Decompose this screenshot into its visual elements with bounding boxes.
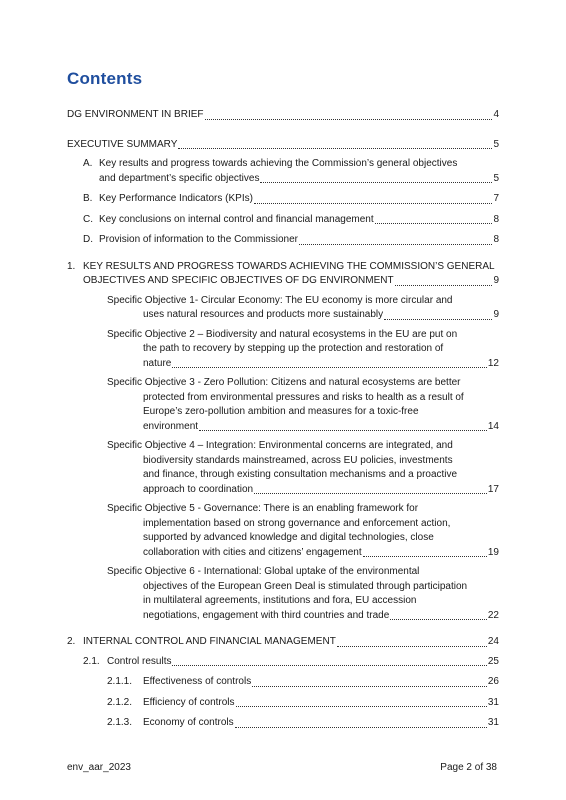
dot-leader: [254, 493, 487, 494]
toc-page-number: 31: [487, 696, 499, 708]
toc-page-number: 9: [493, 275, 499, 286]
toc-entry-d[interactable]: [67, 233, 499, 248]
toc-entry-text-line: supported by advanced knowledge and digital technologies, close: [143, 532, 434, 543]
toc-entry-number: 2.1.: [83, 655, 100, 667]
toc-entry-text-line: Europe’s zero-pollution ambition and measures for a toxic-free: [143, 406, 419, 417]
toc-entry-text-line: Specific Objective 6 - International: Global uptake of the environmental: [107, 566, 420, 577]
dot-leader: [252, 686, 487, 687]
toc-entry-section-2-1-1[interactable]: [67, 675, 499, 690]
toc-entry-section-2-1-2[interactable]: [67, 696, 499, 711]
toc-entry-number: C.: [83, 213, 93, 225]
toc-entry-specific-objective-6[interactable]: [67, 565, 499, 623]
toc-entry-specific-objective-2[interactable]: [67, 328, 499, 372]
toc-entry-text: Key Performance Indicators (KPIs): [99, 193, 253, 204]
toc-page-number: 7: [493, 193, 499, 204]
toc-entry-specific-objective-5[interactable]: [67, 502, 499, 560]
dot-leader: [384, 319, 492, 320]
toc-entry-text-line: objectives of the European Green Deal is stimulated through participation: [143, 580, 468, 592]
toc-page-number: 8: [493, 234, 499, 245]
toc-entry-number: 1.: [67, 260, 76, 272]
toc-entry-b[interactable]: [67, 192, 499, 207]
toc-entry-text: DG ENVIRONMENT IN BRIEF: [67, 109, 204, 120]
toc-entry-text-line: approach to coordination: [143, 483, 254, 495]
page-title: Contents: [67, 69, 143, 88]
toc-page-number: 9: [493, 309, 499, 320]
toc-page-number: 31: [487, 717, 499, 728]
toc-entry-a[interactable]: [67, 157, 499, 186]
toc-entry-text-line: collaboration with cities and citizens’ engagement: [143, 546, 362, 558]
toc-page-number: 8: [493, 213, 499, 225]
dot-leader: [390, 619, 487, 620]
dot-leader: [299, 244, 492, 245]
toc-page-number: 12: [487, 357, 499, 369]
dot-leader: [205, 119, 493, 120]
toc-entry-text: Key conclusions on internal control and financial management: [99, 213, 374, 225]
toc-entry-c[interactable]: [67, 213, 499, 228]
toc-page-number: 24: [487, 636, 499, 647]
dot-leader: [235, 727, 487, 728]
toc-page-number: 4: [493, 109, 499, 120]
footer-document-id: env_aar_2023: [67, 762, 131, 773]
toc-page-number: 26: [487, 676, 499, 687]
toc-entry-text: INTERNAL CONTROL AND FINANCIAL MANAGEMENT: [83, 636, 336, 647]
dot-leader: [254, 203, 492, 204]
toc-page-number: 22: [487, 609, 499, 621]
toc-entry-text: EXECUTIVE SUMMARY: [67, 138, 178, 150]
toc-entry-text: Control results: [107, 655, 172, 667]
table-of-contents: [67, 108, 499, 731]
toc-entry-executive-summary[interactable]: [67, 138, 499, 153]
dot-leader: [236, 706, 487, 707]
toc-page-number: 25: [487, 655, 499, 667]
toc-entry-text-line: nature: [143, 357, 172, 369]
toc-entry-number: B.: [83, 193, 93, 204]
toc-entry-text-line: Key results and progress towards achieving the Commission’s general objectives: [99, 158, 458, 169]
toc-entry-text-line: Specific Objective 2 – Biodiversity and natural ecosystems in the EU are put on: [107, 328, 458, 340]
dot-leader: [172, 665, 486, 666]
toc-page-number: 17: [487, 483, 499, 495]
toc-page-number: 5: [493, 172, 499, 184]
toc-entry-number: 2.1.2.: [107, 696, 133, 708]
footer-page-number: Page 2 of 38: [440, 762, 497, 773]
toc-entry-text: Provision of information to the Commissioner: [99, 234, 298, 245]
toc-entry-number: 2.: [67, 636, 76, 647]
toc-page-number: 19: [487, 546, 499, 558]
toc-entry-text-line: negotiations, engagement with third countries and trade: [143, 609, 390, 621]
toc-entry-text-line: in multilateral agreements, institutions and fora, EU accession: [143, 595, 417, 606]
toc-entry-text-line: and finance, through existing consultation mechanisms and a proactive: [143, 469, 458, 480]
toc-entry-specific-objective-4[interactable]: [67, 439, 499, 497]
toc-entry-text-line: environment: [143, 420, 199, 432]
toc-entry-number: D.: [83, 234, 93, 245]
toc-entry-section-2-1[interactable]: [67, 655, 499, 670]
dot-leader: [199, 430, 487, 431]
toc-entry-text: Economy of controls: [143, 717, 234, 728]
toc-entry-text: Efficiency of controls: [143, 696, 235, 708]
toc-entry-text-line: uses natural resources and products more sustainably: [143, 309, 384, 320]
toc-entry-section-1[interactable]: [67, 260, 499, 289]
toc-entry-text-line: Specific Objective 4 – Integration: Environmental concerns are integrated, and: [107, 440, 453, 451]
dot-leader: [375, 223, 493, 224]
toc-entry-text-line: Specific Objective 1- Circular Economy: The EU economy is more circular and: [107, 294, 453, 306]
toc-entry-text-line: KEY RESULTS AND PROGRESS TOWARDS ACHIEVING THE COMMISSION’S GENERAL: [83, 260, 495, 272]
toc-entry-specific-objective-1[interactable]: [67, 294, 499, 323]
dot-leader: [178, 148, 492, 149]
toc-page-number: 14: [487, 420, 499, 432]
toc-entry-text-line: protected from environmental pressures and risks to health as a result of: [143, 391, 464, 403]
toc-entry-text-line: Specific Objective 5 - Governance: There is an enabling framework for: [107, 503, 419, 514]
toc-entry-number: 2.1.1.: [107, 676, 133, 687]
dot-leader: [395, 285, 493, 286]
toc-entry-text-line: the path to recovery by stepping up the protection and restoration of: [143, 343, 444, 354]
toc-entry-section-2-1-3[interactable]: [67, 716, 499, 731]
toc-entry-text-line: Specific Objective 3 - Zero Pollution: Citizens and natural ecosystems are better: [107, 377, 461, 388]
toc-entry-text-line: biodiversity standards mainstreamed, across EU policies, investments: [143, 454, 453, 466]
toc-entry-text: Effectiveness of controls: [143, 676, 252, 687]
dot-leader: [172, 367, 487, 368]
toc-entry-text-line: OBJECTIVES AND SPECIFIC OBJECTIVES OF DG ENVIRONMENT: [83, 275, 394, 286]
toc-entry-text-line: and department’s specific objectives: [99, 172, 260, 184]
dot-leader: [260, 182, 492, 183]
toc-entry-specific-objective-3[interactable]: [67, 376, 499, 434]
toc-page-number: 5: [493, 138, 499, 150]
toc-entry-dg-environment[interactable]: [67, 108, 499, 123]
dot-leader: [363, 556, 487, 557]
toc-entry-section-2[interactable]: [67, 635, 499, 650]
toc-entry-text-line: implementation based on strong governance and enforcement action,: [143, 517, 451, 529]
dot-leader: [337, 646, 487, 647]
toc-entry-number: A.: [83, 158, 93, 169]
toc-entry-number: 2.1.3.: [107, 717, 133, 728]
